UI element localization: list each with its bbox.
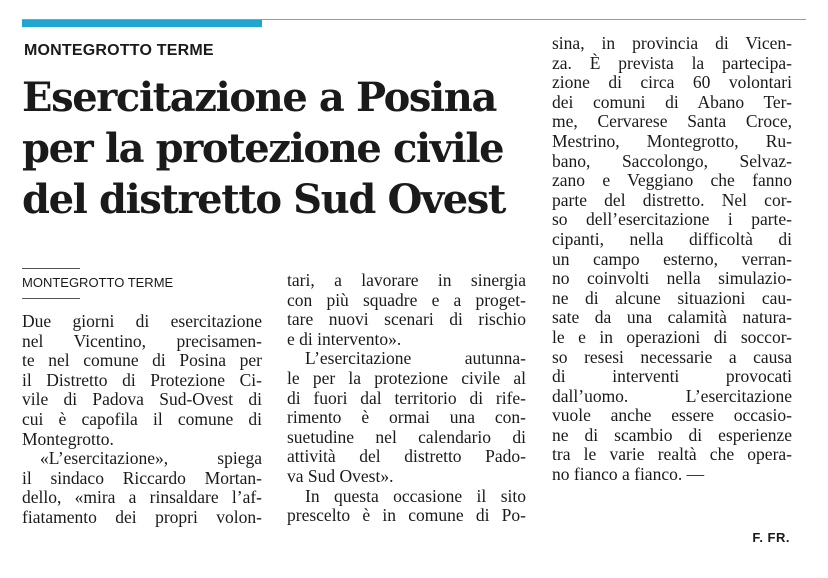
text-line: ne di alcune situazioni cau- <box>552 287 792 308</box>
dateline: MONTEGROTTO TERME <box>22 275 174 290</box>
text-line: dei comuni di Abano Ter- <box>552 91 792 112</box>
text-line: tare nuovi scenari di rischio <box>287 309 526 330</box>
text-line: so dell’esercitazione i parte- <box>552 209 792 230</box>
text-line: le per la protezione civile al <box>287 367 526 388</box>
text-line: sate da una calamità natura- <box>552 307 792 328</box>
text-line: parte del distretto. Nel cor- <box>552 189 792 210</box>
text-line: me, Cervarese Santa Croce, <box>552 111 792 132</box>
text-line: so resesi necessarie a causa <box>552 346 792 367</box>
text-line: Mestrino, Montegrotto, Ru- <box>552 130 792 151</box>
text-line: un campo esterno, verran- <box>552 248 792 269</box>
text-line: di interventi provocati <box>552 366 792 387</box>
text-line: no fianco a fianco. — <box>552 464 705 485</box>
text-line: Due giorni di esercitazione <box>22 311 262 331</box>
text-line: attività del distretto Pado- <box>287 446 526 467</box>
text-line: va Sud Ovest». <box>287 465 394 486</box>
text-line: le e in operazioni di soccor- <box>552 326 792 347</box>
dateline-rule-bottom <box>22 298 80 299</box>
text-line: ne di scambio di esperienze <box>552 424 792 445</box>
text-line: fiatamento dei propri volon- <box>22 506 262 527</box>
text-line: In questa occasione il sito <box>305 485 526 506</box>
text-line: rimento è ormai una con- <box>287 407 526 428</box>
headline <box>22 72 542 225</box>
text-line: tari, a lavorare in sinergia <box>287 270 526 290</box>
author-signature: F. FR. <box>752 530 790 545</box>
text-line: e di intervento». <box>287 328 402 349</box>
text-line: di fuori dal territorio di rife- <box>287 387 526 408</box>
text-line: suetudine nel calendario di <box>287 426 526 447</box>
text-line: tra le varie realtà che opera- <box>552 444 792 465</box>
text-line: L’esercitazione autunna- <box>305 348 526 369</box>
text-line: zione di circa 60 volontari <box>552 72 792 93</box>
section-accent-bar <box>22 20 262 27</box>
text-line: prescelto è in comune di Po- <box>287 505 526 526</box>
article-column-1 <box>22 312 262 528</box>
section-kicker: MONTEGROTTO TERME <box>24 42 214 59</box>
text-line: Montegrotto. <box>22 428 114 449</box>
article-column-2 <box>287 271 526 526</box>
headline-line: per la protezione civile <box>22 125 504 172</box>
text-line: vuole anche essere occasio- <box>552 405 792 426</box>
text-line: za. È prevista la partecipa- <box>552 52 792 73</box>
text-line: te nel comune di Posina per <box>22 350 262 371</box>
article-column-3 <box>552 34 792 485</box>
text-line: sina, in provincia di Vicen- <box>552 33 792 53</box>
text-line: nel Vicentino, precisamen- <box>22 330 262 351</box>
headline-line: del distretto Sud Ovest <box>22 176 505 223</box>
dateline-rule-top <box>22 268 80 269</box>
text-line: con più squadre e a proget- <box>287 289 526 310</box>
headline-line: Esercitazione a Posina <box>22 74 496 121</box>
text-line: dello, «mira a rinsaldare l’af- <box>22 487 262 508</box>
text-line: cipanti, nella difficoltà di <box>552 228 792 249</box>
text-line: zano e Veggiano che fanno <box>552 170 792 191</box>
text-line: no coinvolti nella simulazio- <box>552 268 792 289</box>
text-line: dall’uomo. L’esercitazione <box>552 385 792 406</box>
text-line: «L’esercitazione», spiega <box>40 448 262 469</box>
text-line: bano, Saccolongo, Selvaz- <box>552 150 792 171</box>
text-line: cui è capofila il comune di <box>22 408 262 429</box>
text-line: il sindaco Riccardo Mortan- <box>22 467 262 488</box>
text-line: il Distretto di Protezione Ci- <box>22 369 262 390</box>
text-line: vile di Padova Sud-Ovest di <box>22 389 262 410</box>
